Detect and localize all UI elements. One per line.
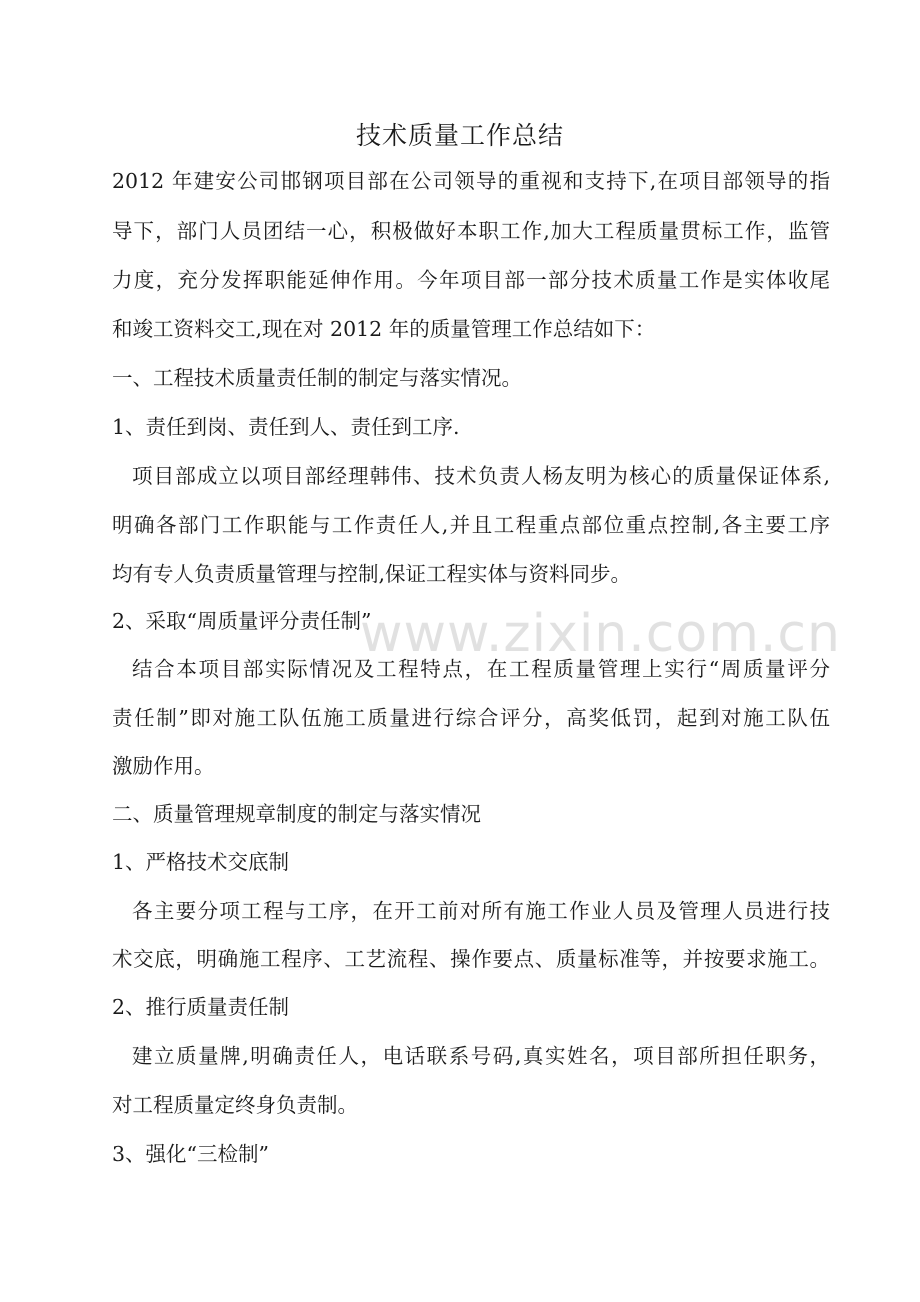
watermark: www.zixin.com.cn [360,604,841,664]
paragraph-line: 各主要分项工程与工序，在开工前对所有施工作业人员及管理人员进行技 [132,899,830,923]
document-title: 技术质量工作总结 [355,121,564,150]
paragraph-line: 均有专人负责质量管理与控制,保证工程实体与资料同步。 [112,562,632,586]
subsection-heading: 1、严格技术交底制 [112,850,290,874]
paragraph-line: 激励作用。 [112,754,215,778]
subsection-heading: 2、采取“周质量评分责任制” [112,609,372,633]
paragraph-line: 责任制”即对施工队伍施工质量进行综合评分，高奖低罚，起到对施工队伍 [112,706,830,730]
subsection-heading: 2、推行质量责任制 [112,995,290,1019]
paragraph-line: 项目部成立以项目部经理韩伟、技术负责人杨友明为核心的质量保证体系, [132,464,830,488]
subsection-heading: 1、责任到岗、责任到人、责任到工序. [112,415,460,439]
paragraph-line: 建立质量牌,明确责任人，电话联系号码,真实姓名，项目部所担任职务， [132,1044,830,1068]
paragraph-line: 导下，部门人员团结一心，积极做好本职工作,加大工程质量贯标工作，监管 [112,219,830,243]
paragraph-line: 和竣工资料交工,现在对 2012 年的质量管理工作总结如下： [112,317,656,341]
paragraph-line: 明确各部门工作职能与工作责任人,并且工程重点部位重点控制,各主要工序 [112,513,830,537]
section-heading: 一、工程技术质量责任制的制定与落实情况。 [112,366,522,390]
paragraph-line: 对工程质量定终身负责制。 [112,1093,358,1117]
paragraph-line: 结合本项目部实际情况及工程特点，在工程质量管理上实行“周质量评分 [132,657,830,681]
section-heading: 二、质量管理规章制度的制定与落实情况 [112,802,481,826]
subsection-heading: 3、强化“三检制” [112,1142,270,1166]
paragraph-line: 2012 年建安公司邯钢项目部在公司领导的重视和支持下,在项目部领导的指 [112,169,830,193]
paragraph-line: 力度，充分发挥职能延伸作用。今年项目部一部分技术质量工作是实体收尾 [112,268,830,292]
paragraph-line: 术交底，明确施工程序、工艺流程、操作要点、质量标准等，并按要求施工。 [112,947,830,971]
